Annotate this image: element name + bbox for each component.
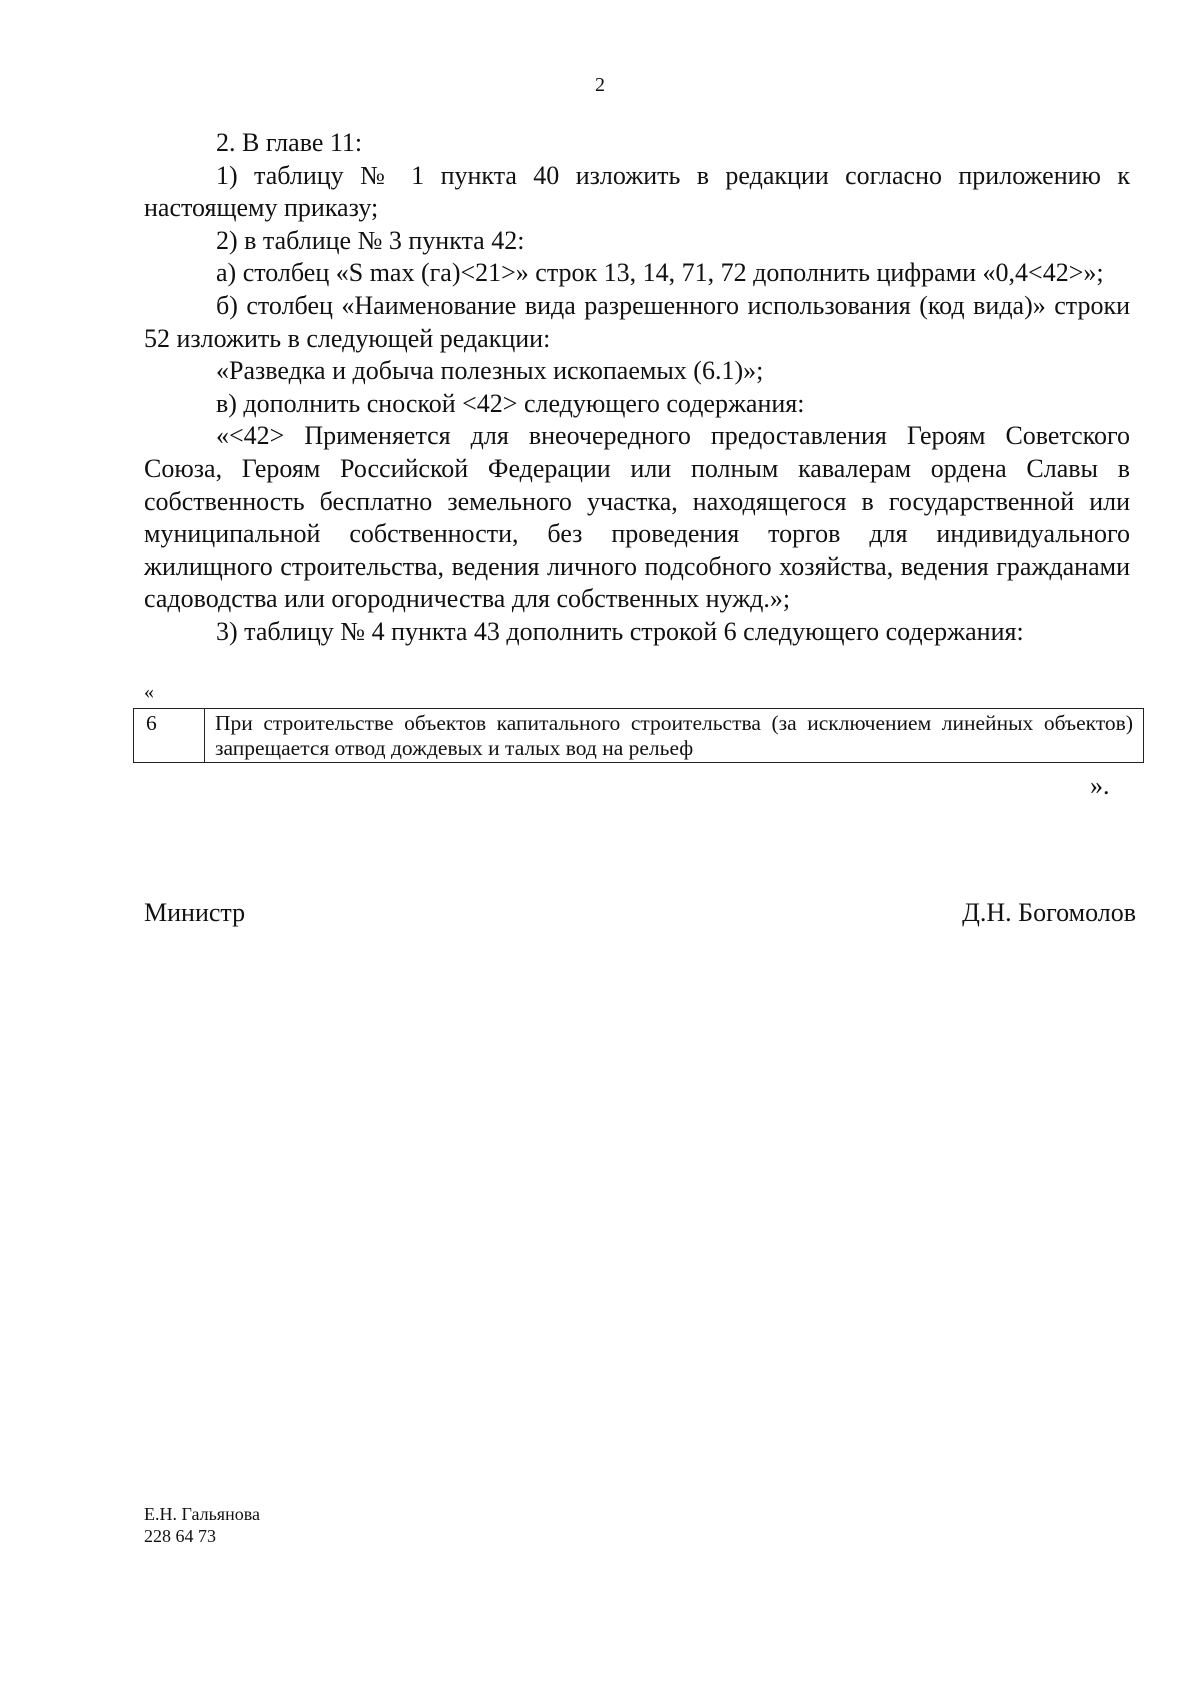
paragraph-quote-mining: «Разведка и добыча полезных ископаемых (6.1)»; [216,356,764,386]
paragraph-item-2v: в) дополнить сноской <42> следующего содержания: [216,388,805,418]
page-number: 2 [595,74,605,96]
paragraph-item-2a: а) столбец «S max (га)<21>» строк 13, 14, 71, 72 дополнить цифрами «0,4<42>»; [216,258,1104,288]
table-close-quote: ». [1090,771,1110,800]
paragraph-item-1: 1) таблицу № 1 пункта 40 изложить в редакции согласно приложению к настоящему приказу; [144,160,1130,223]
paragraph-item-2b: б) столбец «Наименование вида разрешенного использования (код вида)» строки 52 изложить в следующей редакции: [144,290,1130,353]
table-open-quote: « [144,681,154,703]
table-row [134,709,1144,763]
signature-title: Министр [144,898,246,927]
table-row-text: При строительстве объектов капитального строительства (за исключением линейных объектов) запрещается отвод дождевых и талых вод на рельеф [205,709,1144,763]
table-row-number: 6 [134,709,205,763]
executor-name: Е.Н. Гальянова [144,1504,260,1524]
paragraph-chapter-heading: 2. В главе 11: [216,128,363,157]
executor-phone: 228 64 73 [144,1526,216,1546]
paragraph-item-3: 3) таблицу № 4 пункта 43 дополнить строкой 6 следующего содержания: [216,616,1024,646]
body-text [144,127,1130,649]
paragraph-footnote-42: «<42> Применяется для внеочередного предоставления Героям Советского Союза, Героям Российской Федерации или полным кавалерам ордена Славы в собственность бесплатно земельного участка, находящегося в государственной или муниципальной собственности, без проведения торгов для индивидуального жилищного строительства, ведения личного подсобного хозяйства, ведения гражданами садоводства или огородничества для собственных нужд.»; [144,421,1130,614]
paragraph-item-2: 2) в таблице № 3 пункта 42: [216,225,525,255]
executor-block [144,1503,260,1547]
signature-name: Д.Н. Богомолов [962,898,1136,927]
amendment-table [133,708,1144,763]
